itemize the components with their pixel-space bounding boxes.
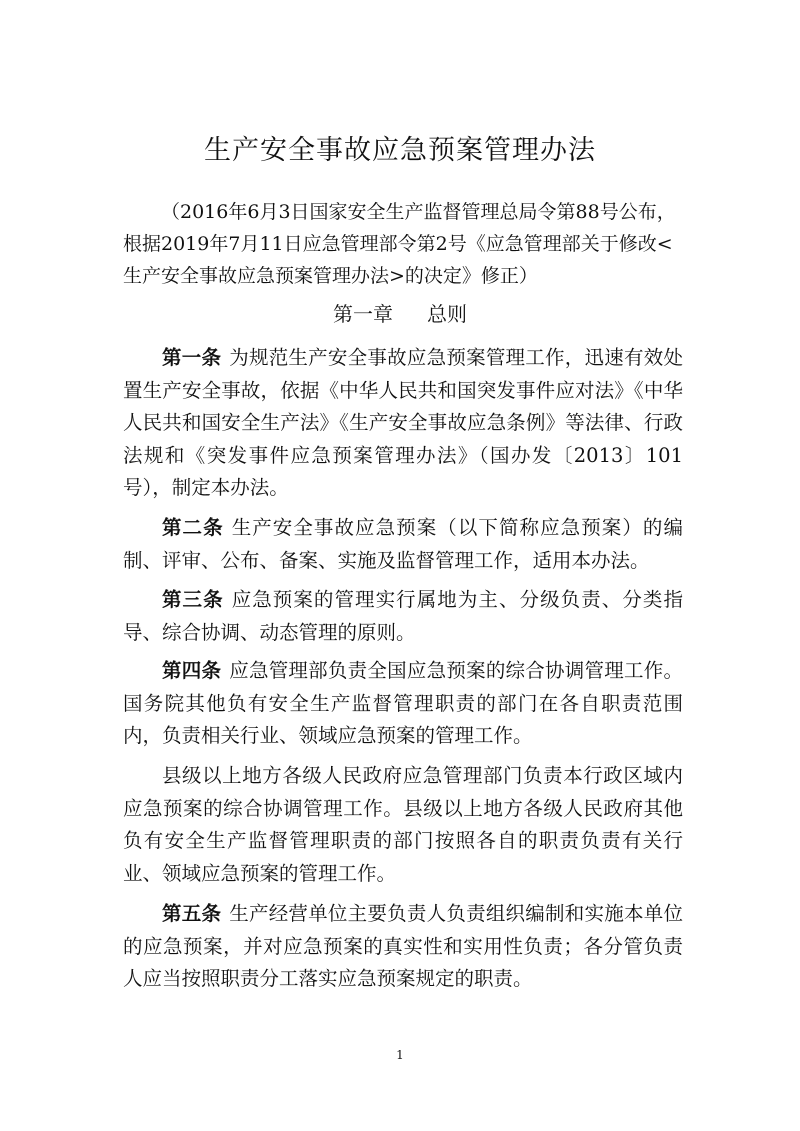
article-label: 第一条 (162, 346, 222, 369)
article-text: 应急管理部负责全国应急预案的综合协调管理工作。国务院其他负有安全生产监督管理职责的部门在各自职责范围内，负责相关行业、领域应急预案的管理工作。 (123, 659, 683, 747)
article-label: 第三条 (162, 588, 224, 611)
document-preamble: （2016年6月3日国家安全生产监督管理总局令第88号公布，根据2019年7月11日应急管理部令第2号《应急管理部关于修改<生产安全事故应急预案管理办法>的决定》修正） (123, 201, 676, 287)
article-text: 为规范生产安全事故应急预案管理工作，迅速有效处置生产安全事故，依据《中华人民共和国突发事件应对法》《中华人民共和国安全生产法》《生产安全事故应急条例》等法律、行政法规和《突发事件应急预案管理办法》（国办发〔2013〕101号），制定本办法。 (123, 346, 683, 499)
article-text: 应急预案的管理实行属地为主、分级负责、分类指导、综合协调、动态管理的原则。 (123, 588, 683, 644)
chapter-heading (0, 298, 800, 330)
article-text: 生产经营单位主要负责人负责组织编制和实施本单位的应急预案，并对应急预案的真实性和实用性负责；各分管负责人应当按照职责分工落实应急预案规定的职责。 (123, 902, 683, 990)
article-4-paragraph-2 (123, 760, 683, 890)
chapter-name: 总则 (427, 302, 467, 326)
article-5 (123, 898, 683, 996)
article-text: 县级以上地方各级人民政府应急管理部门负责本行政区域内应急预案的综合协调管理工作。县级以上地方各级人民政府其他负有安全生产监督管理职责的部门按照各自的职责负责有关行业、领域应急预案的管理工作。 (123, 764, 683, 885)
article-label: 第二条 (162, 516, 224, 539)
article-2 (123, 512, 683, 577)
article-3 (123, 584, 683, 649)
article-label: 第四条 (162, 659, 222, 682)
chapter-number: 第一章 (333, 302, 393, 326)
document-title: 生产安全事故应急预案管理办法 (204, 135, 596, 166)
article-text: 生产安全事故应急预案（以下简称应急预案）的编制、评审、公布、备案、实施及监督管理工作，适用本办法。 (123, 516, 683, 572)
article-1 (123, 342, 683, 505)
article-4 (123, 655, 683, 753)
page-number: 1 (396, 1048, 404, 1062)
article-label: 第五条 (162, 902, 222, 925)
